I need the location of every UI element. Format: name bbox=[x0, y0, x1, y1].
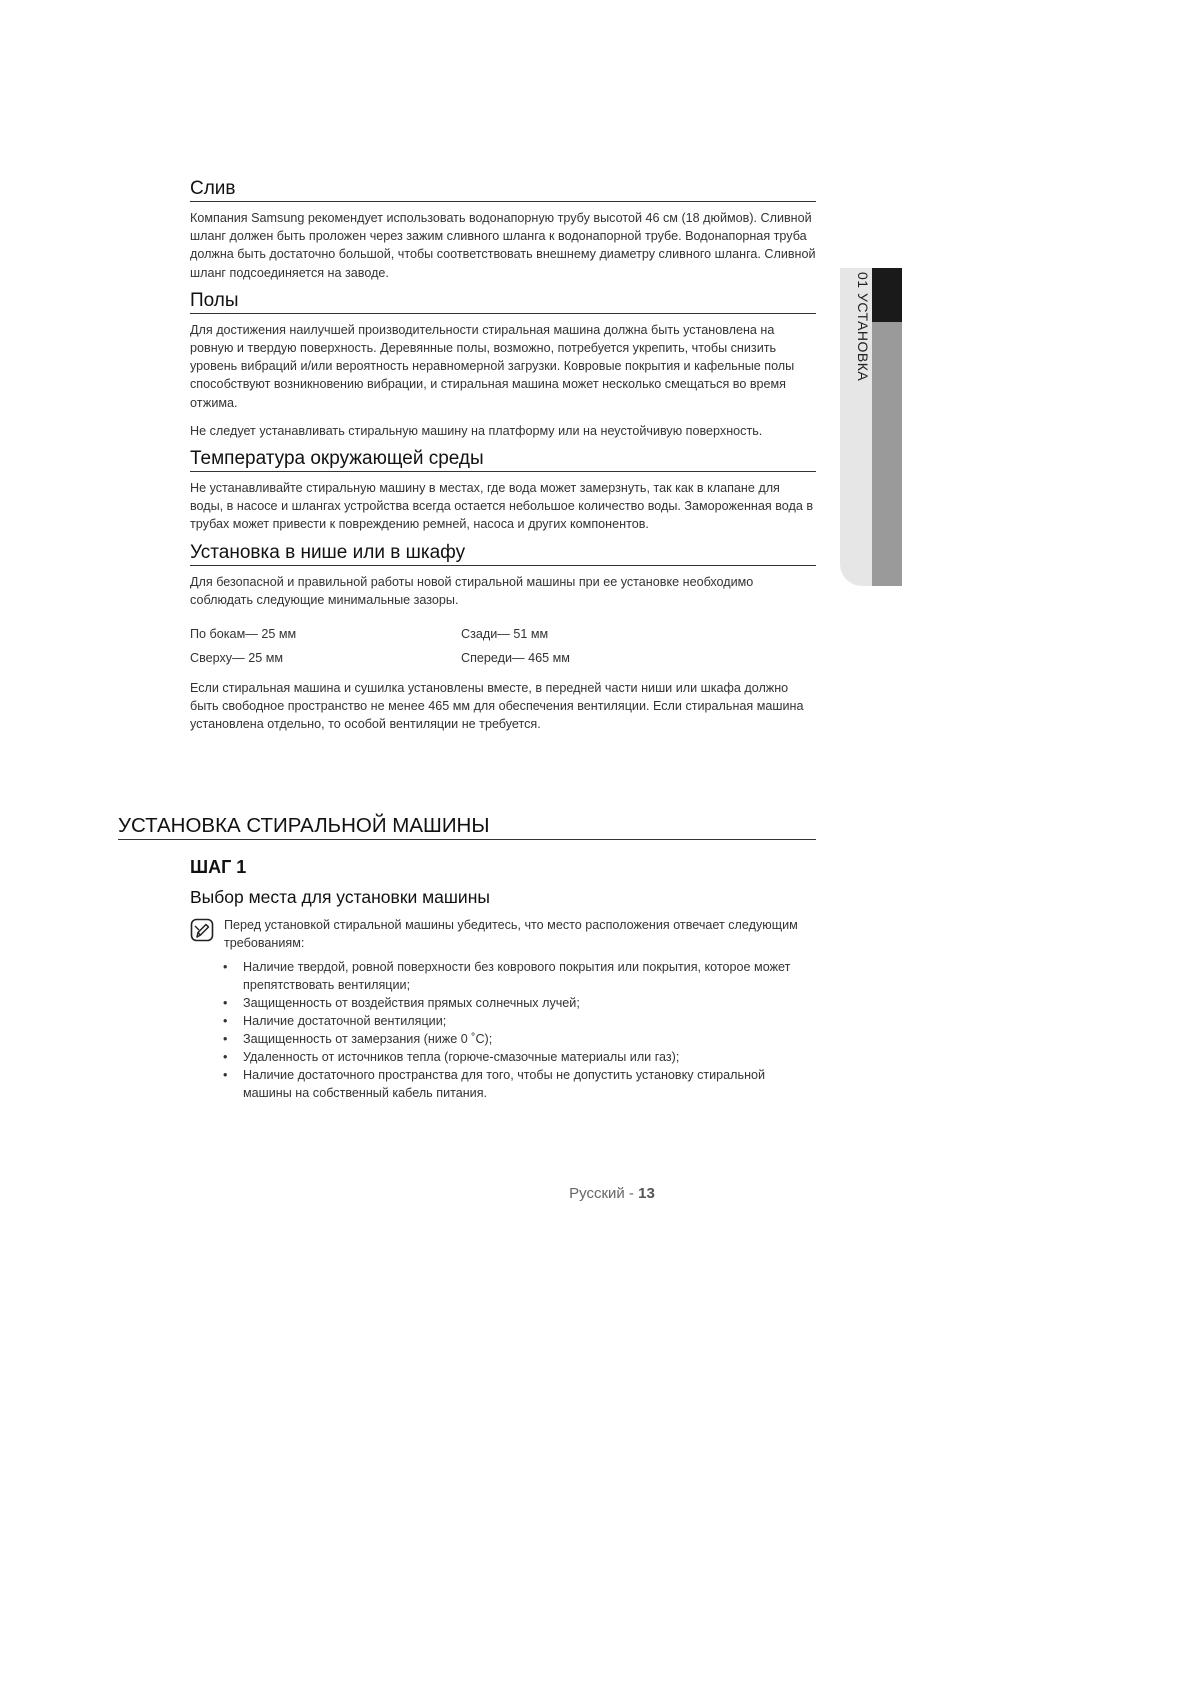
paragraph: Для безопасной и правильной работы новой стиральной машины при ее установке необходимо соблюдать следующие минимальные зазоры. bbox=[190, 574, 754, 607]
side-tab-marker bbox=[872, 268, 902, 322]
list-item: • Наличие достаточного пространства для того, чтобы не допустить установку стиральной машины на собственный кабель питания. bbox=[223, 1066, 816, 1102]
clearance-top: Сверху— 25 мм bbox=[190, 651, 284, 666]
clearance-row bbox=[190, 625, 816, 643]
clearance-rear: Сзади— 51 мм bbox=[461, 627, 549, 642]
chapter-title: УСТАНОВКА СТИРАЛЬНОЙ МАШИНЫ bbox=[118, 814, 816, 840]
section-title: Температура окружающей среды bbox=[190, 448, 816, 472]
list-item: • Защищенность от воздействия прямых солнечных лучей; bbox=[223, 994, 816, 1012]
section-floors bbox=[190, 290, 816, 440]
note-pencil-icon bbox=[190, 918, 214, 942]
paragraph: Для достижения наилучшей производительности стиральная машина должна быть установлена на ровную и твердую поверхность. Деревянные полы, возможно, потребуется укрепить, чтобы снизить уровень вибраций и/или вероятность неравномерной загрузки. Ковровые покрытия и кафельные полы способствуют возникновению вибрации, и стиральная машина может несколько смещаться во время отжима. bbox=[190, 322, 795, 410]
clearance-sides: По бокам— 25 мм bbox=[190, 627, 297, 642]
paragraph: Если стиральная машина и сушилка установлены вместе, в передней части ниши или шкафа должно быть свободное пространство не менее 465 мм для обеспечения вентиляции. Если стиральная машина установлена отдельно, то особой вентиляции не требуется. bbox=[190, 681, 804, 732]
list-item: • Наличие достаточной вентиляции; bbox=[223, 1012, 816, 1030]
section-temperature bbox=[190, 448, 816, 534]
page-footer bbox=[0, 1185, 1190, 1202]
paragraph: Не устанавливайте стиральную машину в местах, где вода может замерзнуть, так как в клапане для воды, в насосе и шлангах устройства всегда остается небольшое количество воды. Замороженная вода в трубах может привести к повреждению ремней, насоса и других компонентов. bbox=[190, 481, 814, 532]
section-niche bbox=[190, 542, 816, 734]
step-section bbox=[190, 856, 816, 1102]
clearance-front: Спереди— 465 мм bbox=[461, 651, 570, 666]
clearance-table bbox=[190, 625, 816, 667]
requirements-list bbox=[190, 958, 816, 1102]
list-item: • Защищенность от замерзания (ниже 0 ˚C); bbox=[223, 1030, 816, 1048]
step-title: Выбор места для установки машины bbox=[190, 887, 490, 907]
footer-language: Русский - bbox=[569, 1185, 634, 1202]
paragraph: Не следует устанавливать стиральную машину на платформу или на неустойчивую поверхность. bbox=[190, 423, 763, 438]
section-title: Полы bbox=[190, 290, 816, 314]
list-item: • Удаленность от источников тепла (горюче-смазочные материалы или газ); bbox=[223, 1048, 816, 1066]
step-label: ШАГ 1 bbox=[190, 857, 247, 877]
note-text: Перед установкой стиральной машины убедитесь, что место расположения отвечает следующим требованиям: bbox=[224, 918, 798, 950]
section-drain bbox=[190, 178, 816, 282]
page-number: 13 bbox=[638, 1185, 655, 1202]
list-item: • Наличие твердой, ровной поверхности без коврового покрытия или покрытия, которое может препятствовать вентиляции; bbox=[223, 958, 816, 994]
content-column bbox=[190, 178, 816, 734]
note-block bbox=[190, 916, 816, 952]
side-tab-label: 01 УСТАНОВКА bbox=[855, 272, 871, 382]
section-title: Слив bbox=[190, 178, 816, 202]
paragraph: Компания Samsung рекомендует использовать водонапорную трубу высотой 46 см (18 дюймов). Сливной шланг должен быть проложен через зажим сливного шланга к водонапорной трубе. Водонапорная труба должна быть достаточно большой, чтобы соответствовать внешнему диаметру сливного шланга. Сливной шланг подсоединяется на заводе. bbox=[190, 211, 816, 280]
clearance-row bbox=[190, 649, 816, 667]
chapter-side-tab bbox=[840, 268, 902, 586]
section-title: Установка в нише или в шкафу bbox=[190, 542, 816, 566]
